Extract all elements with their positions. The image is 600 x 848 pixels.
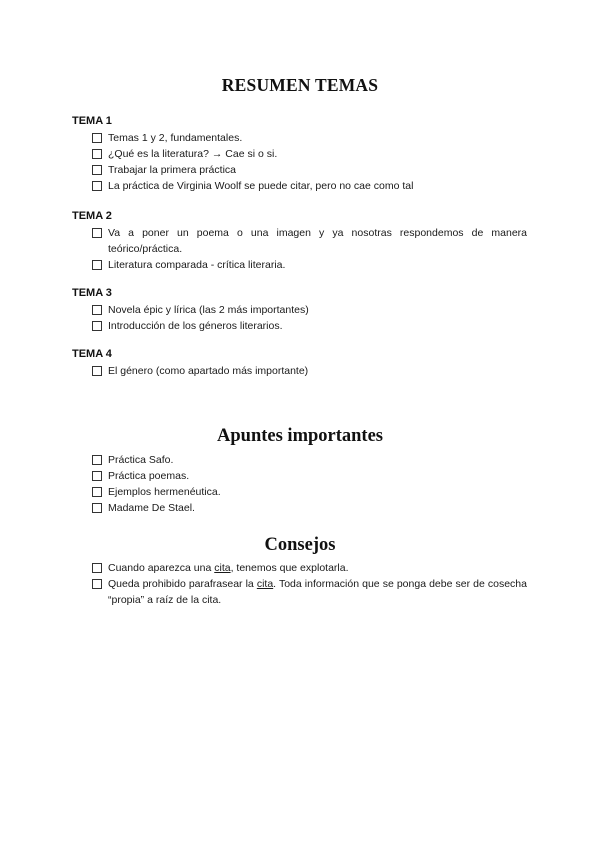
list-item <box>92 484 527 500</box>
consejos-list <box>92 560 527 608</box>
checkbox[interactable] <box>92 503 102 513</box>
tema-3-list <box>92 302 527 334</box>
item-text-before: Cuando aparezca una <box>108 562 215 574</box>
cita-word: cita <box>256 578 274 590</box>
consejos-heading: Consejos <box>264 535 336 555</box>
list-item <box>92 560 527 576</box>
tema-2-list <box>92 225 527 273</box>
list-item <box>92 302 527 318</box>
list-item <box>92 363 527 379</box>
apuntes-heading: Apuntes importantes <box>217 426 383 446</box>
item-text: Trabajar la primera práctica <box>108 164 236 176</box>
checkbox[interactable] <box>92 579 102 589</box>
list-item <box>92 257 527 273</box>
item-text-after: . Toda información que se ponga debe ser de cosecha “propia” a raíz de la cita. <box>108 578 527 606</box>
item-text: Práctica Safo. <box>108 454 174 466</box>
item-text-after: , tenemos que explotarla. <box>230 562 349 574</box>
item-text: Madame De Stael. <box>108 502 195 514</box>
checkbox[interactable] <box>92 471 102 481</box>
list-item <box>92 178 527 194</box>
list-item <box>92 318 527 334</box>
tema-1-list <box>92 130 527 194</box>
tema-4-heading: TEMA 4 <box>72 348 112 360</box>
checkbox[interactable] <box>92 321 102 331</box>
tema-1-heading: TEMA 1 <box>72 115 112 127</box>
item-text: La práctica de Virginia Woolf se puede citar, pero no cae como tal <box>108 180 414 192</box>
item-text: Ejemplos hermenéutica. <box>108 486 221 498</box>
checkbox[interactable] <box>92 366 102 376</box>
item-text: Novela épic y lírica (las 2 más importantes) <box>108 304 309 316</box>
list-item <box>92 130 527 146</box>
checkbox[interactable] <box>92 133 102 143</box>
checkbox[interactable] <box>92 260 102 270</box>
item-text: Va a poner un poema o una imagen y ya nosotras respondemos de manera teórico/práctica. <box>108 227 527 255</box>
tema-2-heading: TEMA 2 <box>72 210 112 222</box>
list-item <box>92 468 527 484</box>
list-item <box>92 146 527 162</box>
list-item <box>92 225 527 257</box>
tema-3-heading: TEMA 3 <box>72 287 112 299</box>
checkbox[interactable] <box>92 165 102 175</box>
item-text: Temas 1 y 2, fundamentales. <box>108 132 243 144</box>
apuntes-list <box>92 452 527 516</box>
checkbox[interactable] <box>92 455 102 465</box>
list-item <box>92 162 527 178</box>
item-text: El género (como apartado más importante) <box>108 365 309 377</box>
item-text: Práctica poemas. <box>108 470 190 482</box>
list-item <box>92 576 527 608</box>
checkbox[interactable] <box>92 228 102 238</box>
checkbox[interactable] <box>92 305 102 315</box>
cita-word: cita <box>214 562 231 574</box>
checkbox[interactable] <box>92 181 102 191</box>
list-item <box>92 500 527 516</box>
checkbox[interactable] <box>92 149 102 159</box>
item-text: Literatura comparada - crítica literaria. <box>108 259 286 271</box>
document-title: RESUMEN TEMAS <box>221 75 379 95</box>
checkbox[interactable] <box>92 487 102 497</box>
item-text: ¿Qué es la literatura? → Cae si o si. <box>108 148 278 160</box>
checkbox[interactable] <box>92 563 102 573</box>
tema-4-list <box>92 363 527 379</box>
item-text: Introducción de los géneros literarios. <box>108 320 283 332</box>
list-item <box>92 452 527 468</box>
item-text-before: Queda prohibido parafrasear la <box>108 578 257 590</box>
